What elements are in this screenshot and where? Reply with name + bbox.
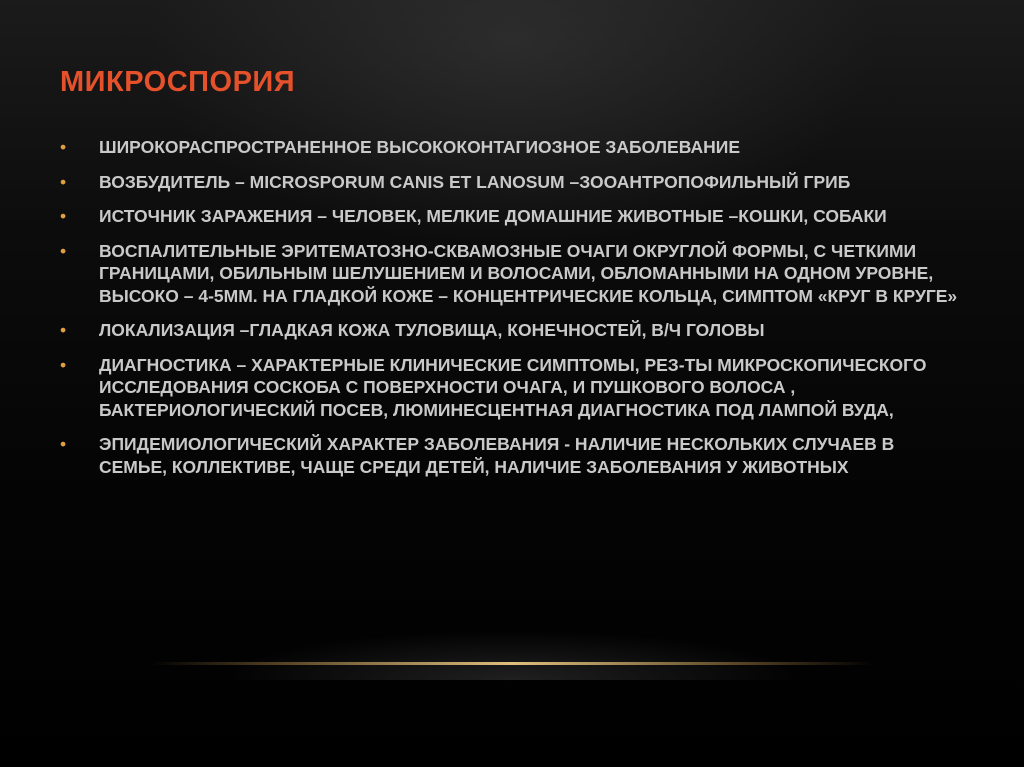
bullet-item (60, 171, 960, 194)
bullet-text: ВОСПАЛИТЕЛЬНЫЕ ЭРИТЕМАТОЗНО-СКВАМОЗНЫЕ ОЧАГИ ОКРУГЛОЙ ФОРМЫ, С ЧЕТКИМИ ГРАНИЦАМИ, ОБИЛЬНЫМ ШЕЛУШЕНИЕМ И ВОЛОСАМИ, ОБЛОМАННЫМИ НА ОДНОМ УРОВНЕ, ВЫСОКО – 4-5ММ. НА ГЛАДКОЙ КОЖЕ – КОНЦЕНТРИЧЕСКИЕ КОЛЬЦА, СИМПТОМ «КРУГ В КРУГЕ» (99, 240, 958, 306)
bullet-marker-icon: • (60, 137, 67, 157)
bullet-marker-icon: • (60, 354, 67, 375)
accent-line (150, 662, 874, 665)
bullet-text: ШИРОКОРАСПРОСТРАНЕННОЕ ВЫСОКОКОНТАГИОЗНОЕ ЗАБОЛЕВАНИЕ (99, 137, 741, 157)
bullet-item (60, 433, 960, 478)
bullet-item (60, 240, 960, 308)
bullet-item (60, 136, 960, 159)
bullet-marker-icon: • (60, 320, 67, 340)
bullet-item (60, 205, 960, 228)
bullet-list (60, 136, 960, 490)
bullet-text: ЛОКАЛИЗАЦИЯ –ГЛАДКАЯ КОЖА ТУЛОВИЩА, КОНЕЧНОСТЕЙ, В/Ч ГОЛОВЫ (99, 320, 765, 340)
bullet-marker-icon: • (60, 171, 67, 192)
bullet-marker-icon: • (60, 206, 67, 226)
bullet-text: ИСТОЧНИК ЗАРАЖЕНИЯ – ЧЕЛОВЕК, МЕЛКИЕ ДОМАШНИЕ ЖИВОТНЫЕ –КОШКИ, СОБАКИ (99, 206, 887, 226)
bullet-marker-icon: • (60, 240, 67, 261)
bullet-text: ДИАГНОСТИКА – ХАРАКТЕРНЫЕ КЛИНИЧЕСКИЕ СИМПТОМЫ, РЕЗ-ТЫ МИКРОСКОПИЧЕСКОГО ИССЛЕДОВАНИЯ СОСКОБА С ПОВЕРХНОСТИ ОЧАГА, И ПУШКОВОГО ВОЛОСА , БАКТЕРИОЛОГИЧЕСКИЙ ПОСЕВ, ЛЮМИНЕСЦЕНТНАЯ ДИАГНОСТИКА ПОД ЛАМПОЙ ВУДА, (99, 354, 927, 420)
bullet-text: ВОЗБУДИТЕЛЬ – MICROSPORUM CANIS ET LANOSUM –ЗООАНТРОПОФИЛЬНЫЙ ГРИБ (99, 171, 851, 192)
slide-title: МИКРОСПОРИЯ (60, 66, 296, 98)
bullet-marker-icon: • (60, 434, 67, 454)
bullet-item (60, 319, 960, 342)
bullet-text: ЭПИДЕМИОЛОГИЧЕСКИЙ ХАРАКТЕР ЗАБОЛЕВАНИЯ - НАЛИЧИЕ НЕСКОЛЬКИХ СЛУЧАЕВ В СЕМЬЕ, КОЛЛЕКТИВЕ, ЧАЩЕ СРЕДИ ДЕТЕЙ, НАЛИЧИЕ ЗАБОЛЕВАНИЯ У ЖИВОТНЫХ (99, 434, 895, 477)
bullet-item (60, 354, 960, 422)
